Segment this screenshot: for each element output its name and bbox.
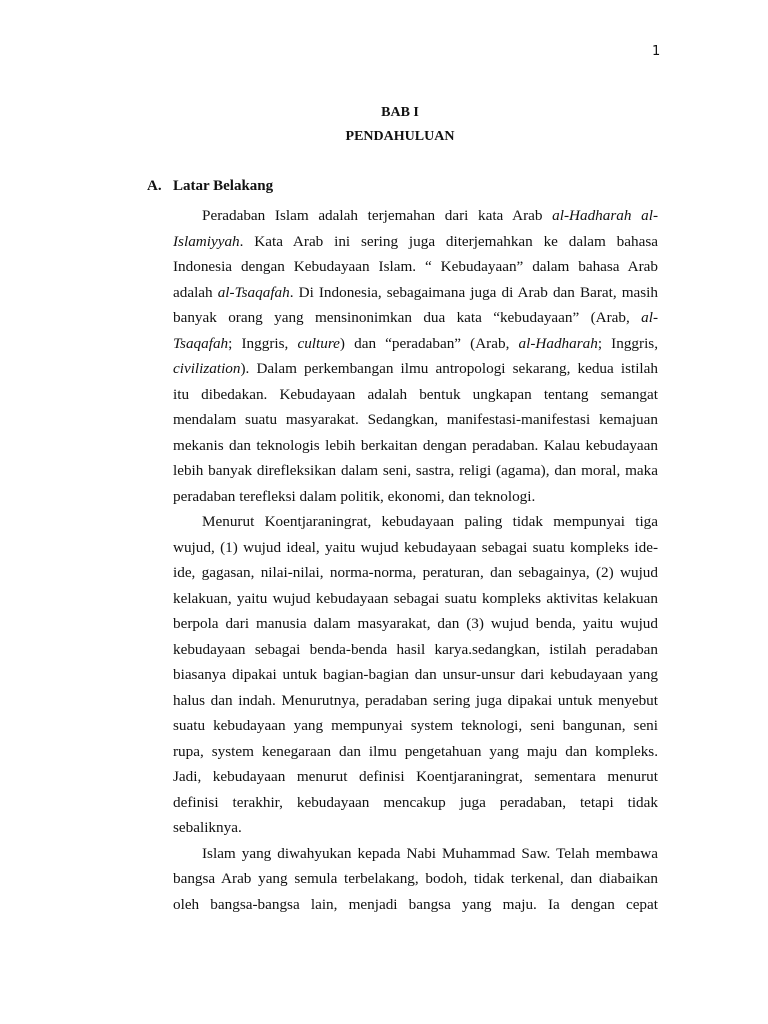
text-run: Jadi, kebudayaan menurut definisi Koentjaraningrat, sementara menurut [173,768,658,785]
text-run: ide, gagasan, nilai-nilai, norma-norma, peraturan, dan sebagainya, (2) wujud [173,564,658,581]
text-run: ). Dalam perkembangan ilmu antropologi sekarang, kedua istilah [240,360,658,377]
italic-term: Tsaqafah [173,334,229,352]
text-line [173,331,658,357]
text-line [173,484,658,510]
text-line [173,229,658,255]
page-number: 1 [652,44,661,59]
text-run: lebih banyak direfleksikan dalam seni, sastra, religi (agama), dan moral, maka [173,462,658,479]
text-run: berpola dari manusia dalam masyarakat, dan (3) wujud benda, yaitu wujud [173,615,658,632]
text-run: mendalam suatu masyarakat. Sedangkan, manifestasi-manifestasi kemajuan [173,411,658,428]
text-line [173,790,658,816]
text-line [173,713,658,739]
text-run: ; Inggris, [597,334,658,352]
text-run: ; Inggris, [228,334,298,352]
text-line [173,254,658,280]
text-line [173,535,658,561]
text-line [173,586,658,612]
text-line [173,892,658,918]
italic-term: civilization [173,360,241,377]
section-heading [147,178,273,195]
text-run: ) dan “peradaban” (Arab, [339,334,519,352]
text-line [173,356,658,382]
text-run: banyak orang yang mensinonimkan dua kata “kebudayaan” (Arab, [173,309,642,326]
text-line [173,637,658,663]
text-line [173,382,658,408]
italic-term: al-Hadharah al- [552,207,659,224]
text-run: itu dibedakan. Kebudayaan adalah bentuk ungkapan tentang semangat [173,385,658,403]
text-line [173,662,658,688]
text-run: kelakuan, yaitu wujud kebudayaan sebagai suatu kompleks aktivitas kelakuan [173,589,658,607]
italic-term: al- [641,309,658,326]
text-run: . Kata Arab ini sering juga diterjemahkan ke dalam bahasa [239,232,658,250]
text-line [173,509,658,535]
chapter-title: PENDAHULUAN [345,129,455,144]
text-run: mekanis dan teknologis lebih berkaitan dengan peradaban. Kalau kebudayaan [173,436,658,454]
text-line [173,305,658,331]
text-line [173,433,658,459]
paragraph [173,841,658,918]
text-line [173,841,658,867]
text-run: halus dan indah. Menurutnya, peradaban sering juga dipakai untuk menyebut [173,691,658,709]
section-title: Latar Belakang [173,178,274,194]
text-line [173,764,658,790]
italic-term: culture [297,334,340,352]
body-text [173,203,658,917]
text-run: sebaliknya. [173,819,242,836]
text-line [173,203,658,229]
text-run: Islam yang diwahyukan kepada Nabi Muhammad Saw. Telah membawa [202,844,658,862]
text-run: kebudayaan sebagai benda-benda hasil karya.sedangkan, istilah peradaban [173,640,658,658]
text-run: biasanya dipakai untuk bagian-bagian dan unsur-unsur dari kebudayaan yang [173,666,658,683]
text-run: rupa, system kenegaraan dan ilmu pengetahuan yang maju dan kompleks. [173,742,658,760]
text-line [173,280,658,306]
italic-term: Islamiyyah [173,232,240,250]
text-run: wujud, (1) wujud ideal, yaitu wujud kebudayaan sebagai suatu kompleks ide- [173,538,658,556]
text-line [173,739,658,765]
text-run: adalah [173,283,218,301]
paragraph [173,203,658,509]
text-run: Menurut Koentjaraningrat, kebudayaan paling tidak mempunyai tiga [202,513,658,530]
text-run: Peradaban Islam adalah terjemahan dari kata Arab [202,207,553,224]
section-number: A. [147,178,162,194]
text-line [173,407,658,433]
text-line [173,611,658,637]
text-line [173,815,658,841]
text-line [173,560,658,586]
text-run: Indonesia dengan Kebudayaan Islam. “ Kebudayaan” dalam bahasa Arab [173,258,658,275]
text-line [173,866,658,892]
text-line [173,688,658,714]
italic-term: al-Hadharah [518,334,598,352]
text-run: . Di Indonesia, sebagaimana juga di Arab dan Barat, masih [289,283,658,301]
chapter-label: BAB I [381,105,419,120]
text-run: bangsa Arab yang semula terbelakang, bodoh, tidak terkenal, dan diabaikan [173,870,658,887]
text-run: peradaban terefleksi dalam politik, ekonomi, dan teknologi. [173,487,536,505]
paragraph [173,509,658,841]
text-run: definisi terakhir, kebudayaan mencakup juga peradaban, tetapi tidak [173,793,658,811]
text-line [173,458,658,484]
text-run: suatu kebudayaan yang mempunyai system teknologi, seni bangunan, seni [173,717,658,734]
text-run: oleh bangsa-bangsa lain, menjadi bangsa yang maju. Ia dengan cepat [173,895,658,913]
italic-term: al-Tsaqafah [217,283,290,301]
